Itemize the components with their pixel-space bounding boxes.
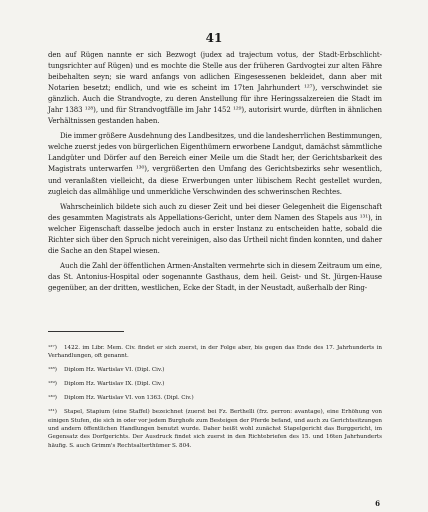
- footnote-text: Diplom Hz. Wartislav VI. (Dipl. Civ.): [64, 367, 165, 374]
- footnote: [48, 380, 382, 388]
- page-number: 41: [205, 31, 223, 45]
- paragraph: Wahrscheinlich bildete sich auch zu dieser Zeit und bei dieser Gelegenheit die Eigenschaft des gesammten Magistrats als Appellations-Gericht, unter dem Namen des Stapels aus ¹³¹), in welcher Eigenschaft dasselbe jedoch auch in erster Instanz zu entscheiden hatte, sobald die Richter sich über den Spruch nicht vereinigen, also das Urtheil nicht finden konnten, und daher die Sache an den Stapel wiesen.: [48, 202, 382, 255]
- footnote: [48, 344, 382, 361]
- paragraph: den auf Rügen nannte er sich Bezwogt (judex ad trajectum votus, der Stadt-Erbschlicht-tungsrichter auf Rügen) und es mochte die Stelle aus der früheren Gardvogtei zur alten Fähre beibehalten seyn; sie ward anfangs von adlichen Eingesessenen bekleidet, dann aber mit Notarien besetzt; endlich, und wie es scheint im 17ten Jahrhundert ¹²⁷), verschwindet sie gänzlich. Auch die Strandvogte, zu deren Anstellung für ihre Heringssalzereien die Stadt im Jahr 1383 ¹²⁸), und für Strandvogtfälle im Jahr 1452 ¹²⁹), autorisirt wurde, dürften in ähnlichen Verhältnissen gestanden haben.: [48, 51, 382, 126]
- footnote: [48, 394, 382, 402]
- footnote-text: Diplom Hz. Wartislav VI. von 1363. (Dipl. Civ.): [64, 395, 194, 402]
- footnote-marker: ¹²⁷): [48, 345, 57, 351]
- footnote-marker: ¹³¹): [48, 409, 57, 416]
- footnote: [48, 408, 382, 449]
- footnote-text: Stapel, Stapium (eine Staffel) bezeichnet (zuerst bei Fz. Berthelli (frz. perron: avantage), eine Erhöhung von einigen Stufen, die sich in oder vor jedem Burghofe zum Besteigen der Pferde befand, und auch zu Gerichtssitzungen und andern öffentlichen Handlungen benutzt wurde. Daher heißt wohl zunächst Stapelgericht das Burggericht, im Gegensatz des Dorfgerichts. Der Ausdruck findet sich zuerst in den Richtebriefen des 15. und 16ten Jahrhunderts häufig. S. auch Grimm's Rechtsalterthümer S. 804.: [48, 409, 382, 449]
- footnote-marker: ¹³⁰): [48, 395, 57, 402]
- body-text: [48, 50, 382, 294]
- footnote-text: Diplom Hz. Wartislav IX. (Dipl. Civ.): [64, 381, 165, 388]
- footnote: [48, 366, 382, 374]
- printer-signature: 6: [375, 499, 380, 508]
- footnote-text: 1422. im Libr. Mem. Civ. findet er sich zuerst, in der Folge aber, bis gegen das Ende des 17. Jahrhunderts in Verhandlungen, oft genannt.: [48, 345, 382, 360]
- footnote-divider: [48, 331, 124, 332]
- paragraph: Die immer größere Ausdehnung des Landbesitzes, und die landesherrlichen Bestimmungen, welche zuerst jedes von bürgerlichen Eigenthümern erworbene Landgut, damächst sämmtliche Landgüter und Dörfer auf den Bereich einer Meile um die Stadt her, der Gerichtsbarkeit des Magistrats unterwarfen ¹³⁰), vergrößerten den Umfang des Gerichtsbezirks sehr wesentlich, und veranlaßten vielleicht, da diese Erwerbungen unter lübischem Recht gestellet wurden, zugleich das allmählige und unmerkliche Verschwinden des schwerinschen Rechtes.: [48, 132, 382, 196]
- paragraph: Auch die Zahl der öffentlichen Armen-Anstalten vermehrte sich in diesem Zeitraum um eine, das St. Antonius-Hospital oder sogenannte Gasthaus, dem heil. Geist- und St. Jürgen-Hause gegenüber, an der dritten, westlichen, Ecke der Stadt, in der Neustadt, außerhalb der Ring-: [48, 261, 382, 292]
- footnotes: [48, 344, 382, 455]
- footnote-marker: ¹²⁸): [48, 367, 57, 374]
- footnote-marker: ¹²⁹): [48, 381, 57, 388]
